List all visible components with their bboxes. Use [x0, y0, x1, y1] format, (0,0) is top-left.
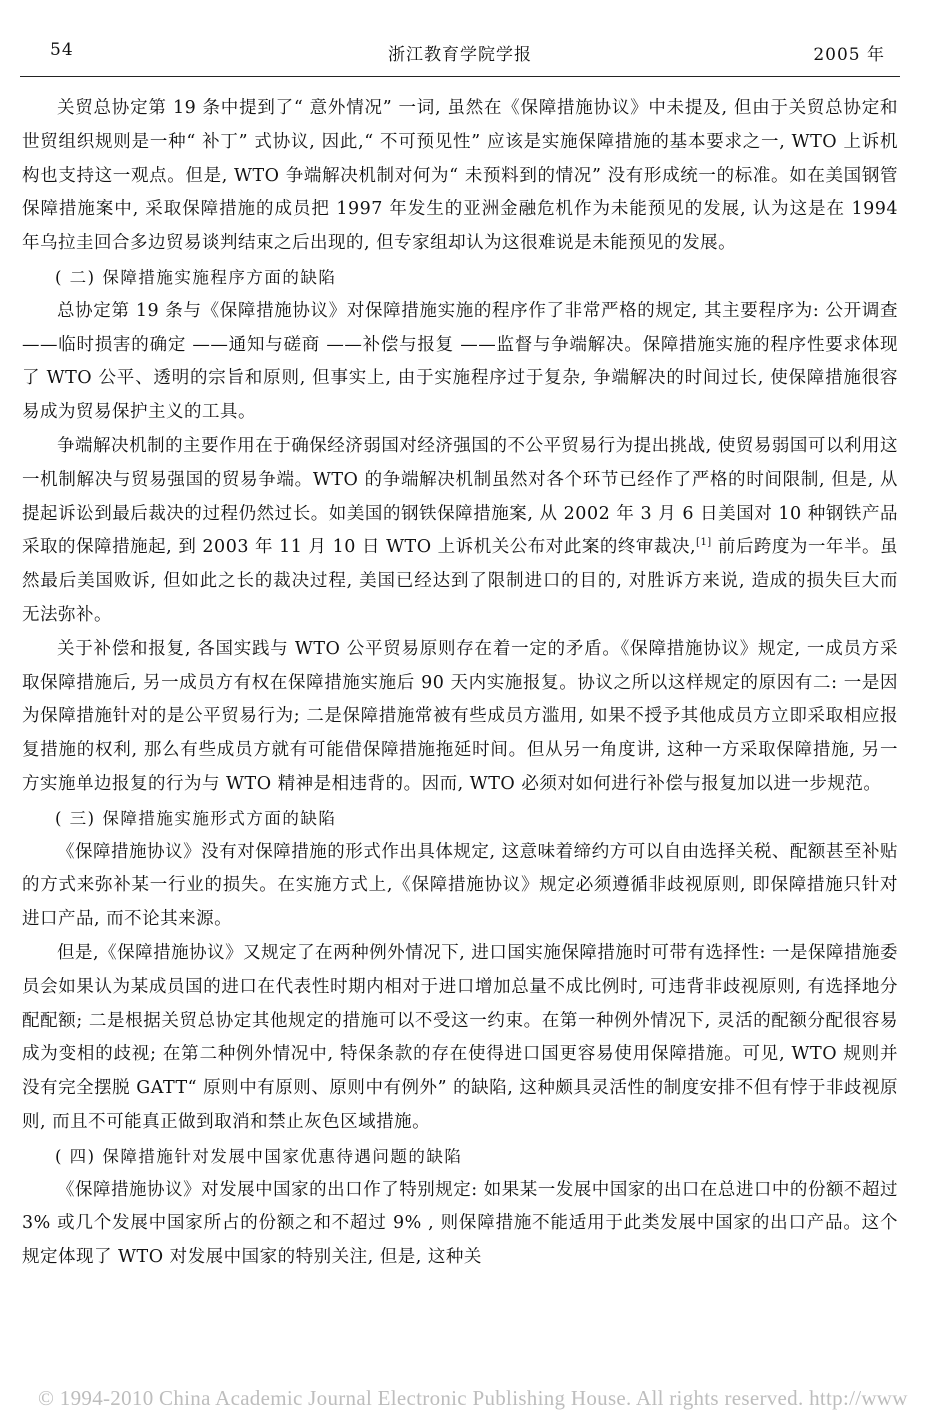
paragraph-text: 争端解决机制的主要作用在于确保经济弱国对经济强国的不公平贸易行为提出挑战, 使贸易弱国可以利用这一机制解决与贸易强国的贸易争端。WTO 的争端解决机制虽然对各个环节已经作了严格的时间限制, 但是, 从提起诉讼到最后裁决的过程仍然过长。如美国的钢铁保障措施案, 从 2002 年 3 月 6 日美国对 10 种钢铁产品采取的保障措施起, 到 2003 年 11 月 10 日 WTO 上诉机关公布对此案的终审裁决,	[22, 435, 898, 558]
paragraph-text: 前后跨度为一年半。虽然最后美国败诉, 但如此之长的裁决过程, 美国已经达到了限制进口的目的, 对胜诉方来说, 造成的损失巨大而无法弥补。	[22, 537, 898, 625]
paragraph: 关于补偿和报复, 各国实践与 WTO 公平贸易原则存在着一定的矛盾。《保障措施协议》规定, 一成员方采取保障措施后, 另一成员方有权在保障措施实施后 90 天内实施报复。协议之所以这样规定的原因有二: 一是因为保障措施针对的是公平贸易行为; 二是保障措施常被有些成员方滥用, 如果不授予其他成员方立即采取相应报复措施的权利, 那么有些成员方就有可能借保障措施拖延时间。但从另一角度讲, 这种一方采取保障措施, 另一方实施单边报复的行为与 WTO 精神是相违背的。因而, WTO 必须对如何进行补偿与报复加以进一步规范。	[22, 638, 898, 794]
section-heading: ( 三) 保障措施实施形式方面的缺陷	[55, 808, 337, 828]
page-number: 54	[50, 40, 74, 60]
copyright-watermark: © 1994-2010 China Academic Journal Electronic Publishing House. All rights reserved. http://www	[38, 1386, 908, 1410]
paragraph: 总协定第 19 条与《保障措施协议》对保障措施实施的程序作了非常严格的规定, 其主要程序为: 公开调查 ——临时损害的确定 ——通知与磋商 ——补偿与报复 ——监督与争端解决。保障措施实施的程序性要求体现了 WTO 公平、透明的宗旨和原则, 但事实上, 由于实施程序过于复杂, 争端解决的时间过长, 使保障措施很容易成为贸易保护主义的工具。	[22, 300, 898, 423]
running-header	[20, 40, 900, 66]
header-rule	[20, 76, 900, 77]
article-body	[22, 92, 898, 1275]
paragraph: 《保障措施协议》对发展中国家的出口作了特别规定: 如果某一发展中国家的出口在总进口中的份额不超过 3% 或几个发展中国家所占的份额之和不超过 9% , 则保障措施不能适用于此类发展中国家的出口产品。这个规定体现了 WTO 对发展中国家的特别关注, 但是, 这种关	[22, 1179, 898, 1268]
journal-name: 浙江教育学院学报	[388, 45, 532, 65]
section-heading: ( 四) 保障措施针对发展中国家优惠待遇问题的缺陷	[55, 1146, 463, 1166]
issue-year: 2005 年	[813, 45, 885, 65]
citation-ref: [1]	[696, 537, 712, 549]
paragraph	[22, 430, 898, 633]
paragraph: 《保障措施协议》没有对保障措施的形式作出具体规定, 这意味着缔约方可以自由选择关税、配额甚至补贴的方式来弥补某一行业的损失。在实施方式上,《保障措施协议》规定必须遵循非歧视原则, 即保障措施只针对进口产品, 而不论其来源。	[22, 841, 898, 930]
paragraph: 但是,《保障措施协议》又规定了在两种例外情况下, 进口国实施保障措施时可带有选择性: 一是保障措施委员会如果认为某成员国的进口在代表性时期内相对于进口增加总量不成比例时, 可违背非歧视原则, 有选择地分配配额; 二是根据关贸总协定其他规定的措施可以不受这一约束。在第一种例外情况下, 灵活的配额分配很容易成为变相的歧视; 在第二种例外情况中, 特保条款的存在使得进口国更容易使用保障措施。可见, WTO 规则并没有完全摆脱 GATT“ 原则中有原则、原则中有例外” 的缺陷, 这种颇具灵活性的制度安排不但有悖于非歧视原则, 而且不可能真正做到取消和禁止灰色区域措施。	[22, 942, 898, 1132]
section-heading: ( 二) 保障措施实施程序方面的缺陷	[55, 267, 337, 287]
paragraph: 关贸总协定第 19 条中提到了“ 意外情况” 一词, 虽然在《保障措施协议》中未提及, 但由于关贸总协定和世贸组织规则是一种“ 补丁” 式协议, 因此,“ 不可预见性” 应该是实施保障措施的基本要求之一, WTO 上诉机构也支持这一观点。但是, WTO 争端解决机制对何为“ 未预料到的情况” 没有形成统一的标准。如在美国钢管保障措施案中, 采取保障措施的成员把 1997 年发生的亚洲金融危机作为未能预见的发展, 认为这是在 1994 年乌拉圭回合多边贸易谈判结束之后出现的, 但专家组却认为这很难说是未能预见的发展。	[22, 98, 898, 254]
